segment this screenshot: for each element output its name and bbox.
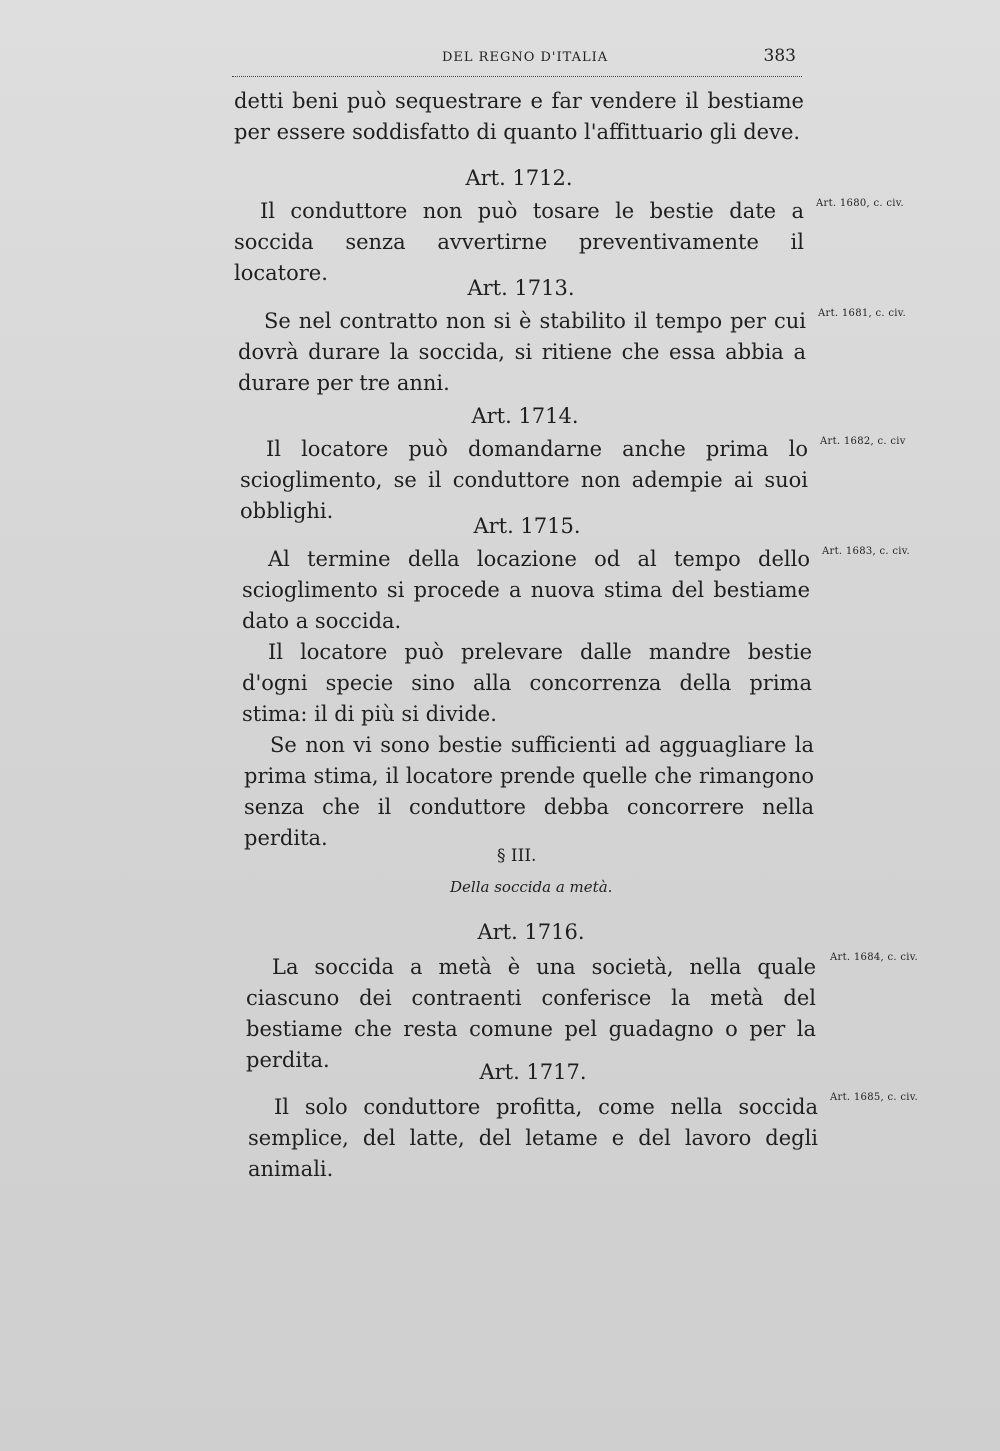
continuation-paragraph: detti beni può sequestrare e far vendere il bestiame per essere soddisfatto di quanto l'affittuario gli deve. xyxy=(234,89,804,144)
margin-note-1716: Art. 1684, c. civ. xyxy=(830,952,918,963)
article-paragraph-1712: Il conduttore non può tosare le bestie date a soccida senza avvertirne preventivamente il locatore. xyxy=(234,199,804,285)
article-heading-1715: Art. 1715. xyxy=(473,514,581,538)
page-number: 383 xyxy=(763,46,796,66)
article-heading-1713: Art. 1713. xyxy=(467,276,575,300)
article-paragraph-1713: Se nel contratto non si è stabilito il tempo per cui dovrà durare la soccida, si ritiene che essa abbia a durare per tre anni. xyxy=(238,309,806,395)
article-paragraph-1715-a: Al termine della locazione od al tempo dello scioglimento si procede a nuova stima del bestiame dato a soccida. xyxy=(242,547,810,633)
article-heading-1714: Art. 1714. xyxy=(471,404,579,428)
margin-note-1712: Art. 1680, c. civ. xyxy=(816,198,904,209)
margin-note-1714: Art. 1682, c. civ xyxy=(820,436,906,447)
article-heading-1716: Art. 1716. xyxy=(477,920,585,944)
margin-note-1717: Art. 1685, c. civ. xyxy=(830,1092,918,1103)
section-title: Della soccida a metà. xyxy=(450,878,613,896)
article-heading-1712: Art. 1712. xyxy=(465,166,573,190)
margin-note-1713: Art. 1681, c. civ. xyxy=(818,308,906,319)
article-paragraph-1714: Il locatore può domandarne anche prima lo scioglimento, se il conduttore non adempie ai suoi obblighi. xyxy=(240,437,808,523)
running-head xyxy=(232,46,802,77)
article-heading-1717: Art. 1717. xyxy=(479,1060,587,1084)
article-paragraph-1717: Il solo conduttore profitta, come nella soccida semplice, del latte, del letame e del lavoro degli animali. xyxy=(248,1095,818,1181)
margin-note-1715: Art. 1683, c. civ. xyxy=(822,546,910,557)
article-paragraph-1716: La soccida a metà è una società, nella quale ciascuno dei contraenti conferisce la metà del bestiame che resta comune pel guadagno o per la perdita. xyxy=(246,955,816,1072)
article-paragraph-1715-c: Se non vi sono bestie sufficienti ad agguagliare la prima stima, il locatore prende quelle che rimangono senza che il conduttore debba concorrere nella perdita. xyxy=(244,733,814,850)
section-mark: § III. xyxy=(497,846,537,866)
article-paragraph-1715-b: Il locatore può prelevare dalle mandre bestie d'ogni specie sino alla concorrenza della prima stima: il di più si divide. xyxy=(242,640,812,726)
running-title: DEL REGNO D'ITALIA xyxy=(442,50,609,65)
